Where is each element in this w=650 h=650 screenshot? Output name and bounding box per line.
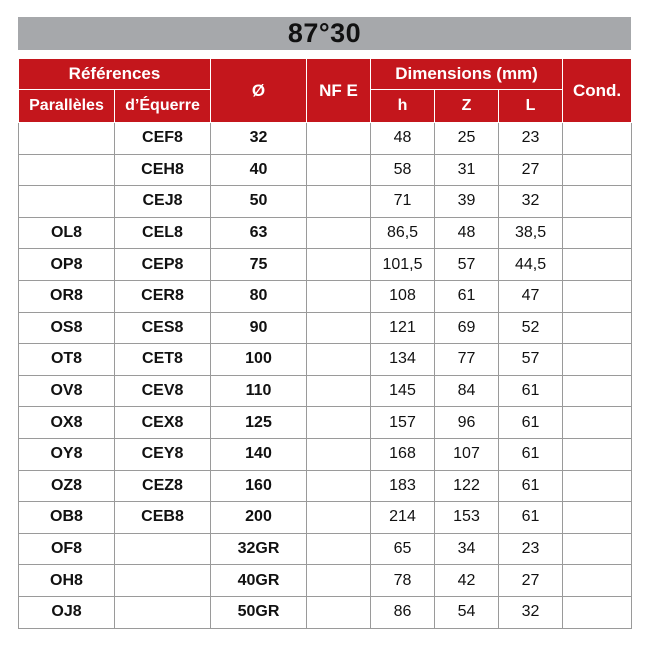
table-row — [19, 123, 632, 155]
cell-paralleles: OH8 — [19, 565, 115, 597]
cell-z: 54 — [435, 596, 499, 628]
cell-l: 23 — [499, 533, 563, 565]
page-title: 87°30 — [287, 18, 362, 48]
cell-paralleles: OB8 — [19, 502, 115, 534]
cell-nfe — [307, 280, 371, 312]
table-row — [19, 375, 632, 407]
cell-paralleles — [19, 154, 115, 186]
table-row — [19, 565, 632, 597]
cell-paralleles: OX8 — [19, 407, 115, 439]
cell-equerre: CES8 — [115, 312, 211, 344]
cell-h: 183 — [371, 470, 435, 502]
cell-paralleles: OS8 — [19, 312, 115, 344]
cell-paralleles: OV8 — [19, 375, 115, 407]
cell-equerre: CEF8 — [115, 123, 211, 155]
table-row — [19, 280, 632, 312]
header-equerre: d’Équerre — [115, 90, 211, 123]
cell-z: 42 — [435, 565, 499, 597]
cell-nfe — [307, 502, 371, 534]
cell-equerre: CER8 — [115, 280, 211, 312]
cell-l: 61 — [499, 502, 563, 534]
table-row — [19, 533, 632, 565]
table-row — [19, 312, 632, 344]
cell-diameter: 75 — [211, 249, 307, 281]
cell-l: 23 — [499, 123, 563, 155]
cell-h: 71 — [371, 186, 435, 218]
cell-paralleles — [19, 123, 115, 155]
cell-nfe — [307, 123, 371, 155]
header-l: L — [499, 90, 563, 123]
cell-paralleles: OP8 — [19, 249, 115, 281]
cell-equerre: CEV8 — [115, 375, 211, 407]
cell-nfe — [307, 217, 371, 249]
cell-h: 121 — [371, 312, 435, 344]
cell-paralleles: OR8 — [19, 280, 115, 312]
table-row — [19, 438, 632, 470]
header-references: Références — [19, 59, 211, 90]
cell-l: 44,5 — [499, 249, 563, 281]
cell-z: 48 — [435, 217, 499, 249]
cell-nfe — [307, 344, 371, 376]
cell-equerre: CEB8 — [115, 502, 211, 534]
cell-l: 32 — [499, 596, 563, 628]
cell-equerre — [115, 596, 211, 628]
cell-l: 61 — [499, 470, 563, 502]
table-row — [19, 407, 632, 439]
cell-nfe — [307, 470, 371, 502]
cell-nfe — [307, 375, 371, 407]
cell-h: 78 — [371, 565, 435, 597]
cell-equerre: CEP8 — [115, 249, 211, 281]
cell-l: 61 — [499, 375, 563, 407]
cell-z: 39 — [435, 186, 499, 218]
cell-nfe — [307, 154, 371, 186]
cell-cond — [563, 280, 632, 312]
cell-nfe — [307, 438, 371, 470]
cell-equerre: CEZ8 — [115, 470, 211, 502]
cell-paralleles: OL8 — [19, 217, 115, 249]
header-h: h — [371, 90, 435, 123]
cell-diameter: 160 — [211, 470, 307, 502]
cell-cond — [563, 596, 632, 628]
cell-cond — [563, 344, 632, 376]
cell-diameter: 63 — [211, 217, 307, 249]
cell-h: 58 — [371, 154, 435, 186]
cell-z: 61 — [435, 280, 499, 312]
cell-diameter: 125 — [211, 407, 307, 439]
cell-diameter: 50GR — [211, 596, 307, 628]
cell-paralleles: OF8 — [19, 533, 115, 565]
table-row — [19, 502, 632, 534]
cell-cond — [563, 438, 632, 470]
cell-z: 107 — [435, 438, 499, 470]
cell-equerre: CEH8 — [115, 154, 211, 186]
cell-cond — [563, 312, 632, 344]
table-row — [19, 470, 632, 502]
cell-z: 69 — [435, 312, 499, 344]
cell-h: 214 — [371, 502, 435, 534]
cell-cond — [563, 249, 632, 281]
cell-equerre: CEY8 — [115, 438, 211, 470]
cell-h: 168 — [371, 438, 435, 470]
cell-diameter: 200 — [211, 502, 307, 534]
table-row — [19, 344, 632, 376]
title-bar — [18, 17, 631, 50]
cell-l: 32 — [499, 186, 563, 218]
cell-diameter: 50 — [211, 186, 307, 218]
cell-diameter: 100 — [211, 344, 307, 376]
cell-z: 25 — [435, 123, 499, 155]
cell-h: 145 — [371, 375, 435, 407]
header-z: Z — [435, 90, 499, 123]
cell-diameter: 40GR — [211, 565, 307, 597]
header-cond: Cond. — [563, 59, 632, 123]
cell-h: 48 — [371, 123, 435, 155]
cell-paralleles — [19, 186, 115, 218]
cell-paralleles: OY8 — [19, 438, 115, 470]
cell-cond — [563, 375, 632, 407]
cell-l: 47 — [499, 280, 563, 312]
cell-l: 52 — [499, 312, 563, 344]
cell-nfe — [307, 533, 371, 565]
cell-l: 27 — [499, 565, 563, 597]
table-row — [19, 596, 632, 628]
table-body — [19, 123, 632, 629]
cell-paralleles: OZ8 — [19, 470, 115, 502]
table-row — [19, 217, 632, 249]
cell-cond — [563, 217, 632, 249]
cell-z: 84 — [435, 375, 499, 407]
header-dimensions: Dimensions (mm) — [371, 59, 563, 90]
cell-cond — [563, 186, 632, 218]
cell-nfe — [307, 249, 371, 281]
cell-equerre: CET8 — [115, 344, 211, 376]
header-nfe: NF E — [307, 59, 371, 123]
cell-diameter: 90 — [211, 312, 307, 344]
cell-cond — [563, 565, 632, 597]
cell-h: 65 — [371, 533, 435, 565]
cell-h: 157 — [371, 407, 435, 439]
header-paralleles: Parallèles — [19, 90, 115, 123]
cell-diameter: 40 — [211, 154, 307, 186]
cell-z: 31 — [435, 154, 499, 186]
cell-diameter: 80 — [211, 280, 307, 312]
table-row — [19, 249, 632, 281]
cell-h: 86,5 — [371, 217, 435, 249]
cell-z: 57 — [435, 249, 499, 281]
cell-z: 96 — [435, 407, 499, 439]
cell-l: 57 — [499, 344, 563, 376]
table-row — [19, 154, 632, 186]
cell-l: 27 — [499, 154, 563, 186]
header-diameter: Ø — [211, 59, 307, 123]
table-row — [19, 186, 632, 218]
cell-diameter: 110 — [211, 375, 307, 407]
cell-diameter: 32GR — [211, 533, 307, 565]
cell-equerre — [115, 533, 211, 565]
cell-diameter: 32 — [211, 123, 307, 155]
cell-h: 108 — [371, 280, 435, 312]
cell-cond — [563, 154, 632, 186]
cell-z: 34 — [435, 533, 499, 565]
cell-z: 122 — [435, 470, 499, 502]
cell-paralleles: OT8 — [19, 344, 115, 376]
cell-cond — [563, 470, 632, 502]
cell-equerre: CEJ8 — [115, 186, 211, 218]
cell-equerre: CEX8 — [115, 407, 211, 439]
cell-l: 61 — [499, 438, 563, 470]
cell-z: 77 — [435, 344, 499, 376]
cell-cond — [563, 407, 632, 439]
cell-nfe — [307, 186, 371, 218]
cell-nfe — [307, 407, 371, 439]
cell-equerre — [115, 565, 211, 597]
cell-h: 134 — [371, 344, 435, 376]
cell-cond — [563, 123, 632, 155]
cell-cond — [563, 502, 632, 534]
cell-h: 101,5 — [371, 249, 435, 281]
cell-equerre: CEL8 — [115, 217, 211, 249]
cell-cond — [563, 533, 632, 565]
cell-nfe — [307, 312, 371, 344]
cell-nfe — [307, 596, 371, 628]
cell-h: 86 — [371, 596, 435, 628]
cell-diameter: 140 — [211, 438, 307, 470]
cell-nfe — [307, 565, 371, 597]
cell-l: 61 — [499, 407, 563, 439]
cell-z: 153 — [435, 502, 499, 534]
cell-paralleles: OJ8 — [19, 596, 115, 628]
specification-table — [18, 58, 632, 629]
cell-l: 38,5 — [499, 217, 563, 249]
